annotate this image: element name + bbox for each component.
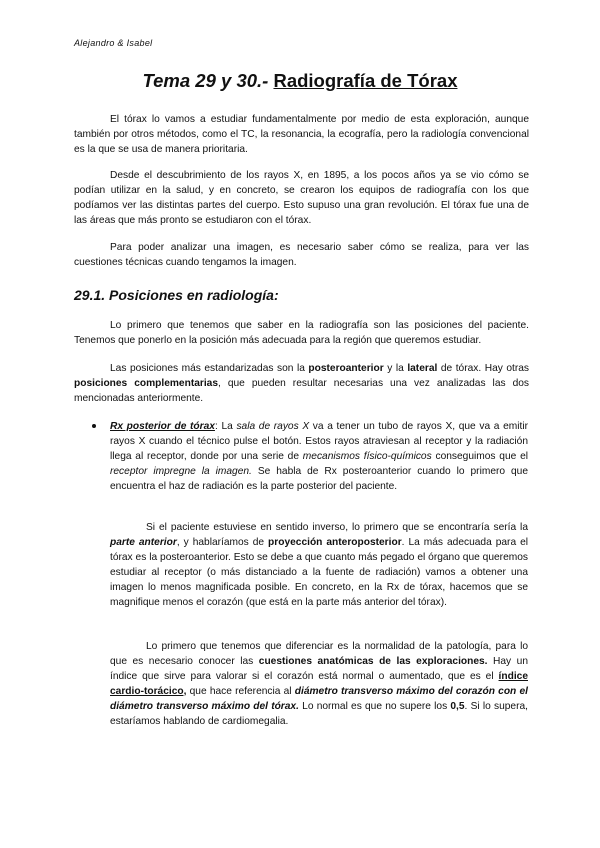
- term-lateral: lateral: [407, 363, 438, 374]
- text-run: conseguimos que el: [431, 451, 528, 462]
- text-run: , y hablaríamos de: [176, 537, 269, 548]
- text-run: de tórax. Hay otras: [437, 363, 529, 374]
- text-run: Hay un índice que sirve para valorar si el corazón está normal o aumentado, que es el: [110, 656, 528, 682]
- bullet-rx-posterior: [110, 419, 528, 494]
- text-run: Se habla de Rx posteroanterior cuando lo primero que encuentra el haz de radiación es la parte posterior del paciente.: [110, 466, 528, 492]
- text-run: : La: [214, 421, 237, 432]
- text-run: . Si lo supera, estaríamos hablando de cardiomegalia.: [110, 701, 528, 727]
- text-run: . La más adecuada para el tórax es la posteroanterior. Esto se debe a que cuanto más pegado el órgano que queremos estudiar al receptor (o más distanciado a la fuente de radiación) vamos a obtener una imagen lo menos magnificada posible. En concreto, en la Rx de tórax, hacemos que se magnifique menos el corazón (que está en la parte más anterior del tórax).: [110, 537, 529, 608]
- bullet-icon: [92, 424, 96, 428]
- text-run: Las posiciones más estandarizadas son la: [110, 363, 309, 374]
- term-complementary-positions: posiciones complementarias: [74, 378, 219, 389]
- text-run: va a tener un tubo de rayos X, que va a emitir rayos X cuando el técnico pulse el botón. Estos rayos atraviesan al receptor y la radiación llega al receptor, donde por una serie de: [110, 421, 529, 462]
- text-run: Si el paciente estuviese en sentido inverso, lo primero que se encontraría sería la: [146, 522, 528, 533]
- term-indice-cardiotoracico: índice cardio-torácico,: [110, 671, 528, 697]
- page-header: Alejandro & Isabel: [74, 38, 153, 48]
- text-run: Lo normal es que no supere los: [298, 701, 451, 712]
- term-sala-rayos: sala de rayos X: [236, 421, 310, 432]
- page-title: [0, 70, 600, 92]
- term-cuestiones-anatomicas: cuestiones anatómicas de las exploraciones.: [258, 656, 488, 667]
- section-heading: 29.1. Posiciones en radiología:: [74, 287, 279, 303]
- term-parte-anterior: parte anterior: [110, 537, 177, 548]
- title-prefix: Tema 29 y 30.-: [142, 70, 269, 91]
- value-ratio: 0,5: [450, 701, 465, 712]
- term-diametro-transverso: diámetro transverso máximo del corazón con el diámetro transverso máximo del tórax.: [110, 686, 528, 712]
- paragraph-intro: El tórax lo vamos a estudiar fundamentalmente por medio de esta exploración, aunque también por otros métodos, como el TC, la resonancia, la ecografía, pero la radiología convencional es la que se usa de manera prioritaria.: [74, 114, 529, 155]
- term-rx-posterior: Rx posterior de tórax: [110, 421, 215, 432]
- paragraph-standard-positions: [74, 361, 529, 406]
- term-mecanismos: mecanismos físico-químicos: [302, 451, 432, 462]
- title-main: Radiografía de Tórax: [273, 70, 458, 91]
- term-receptor: receptor impregne la imagen.: [110, 466, 252, 477]
- paragraph-anteroposterior: [110, 520, 528, 610]
- text-run: , que pueden resultar necesarias una vez analizadas las dos mencionadas anteriormente.: [74, 378, 529, 404]
- paragraph-cardiothoracic-index: [110, 639, 528, 729]
- text-run: que hace referencia al: [186, 686, 295, 697]
- term-posteroanterior: posteroanterior: [308, 363, 384, 374]
- text-run: y la: [383, 363, 408, 374]
- text-run: Lo primero que tenemos que diferenciar es la normalidad de la patología, para lo que es necesario conocer las: [110, 641, 528, 667]
- paragraph-history: Desde el descubrimiento de los rayos X, en 1895, a los pocos años ya se vio cómo se podían utilizar en la salud, y en concreto, se crearon los equipos de radiografía con los que podíamos ver las distintas partes del cuerpo. Esto supuso una gran revolución. El tórax fue una de las áreas que más pronto se estudiaron con el tórax.: [74, 170, 529, 226]
- term-proyeccion-ap: proyección anteroposterior: [268, 537, 402, 548]
- paragraph-analysis: Para poder analizar una imagen, es necesario saber cómo se realiza, para ver las cuestiones técnicas cuando tengamos la imagen.: [74, 242, 529, 268]
- paragraph-positions: Lo primero que tenemos que saber en la radiografía son las posiciones del paciente. Tenemos que ponerlo en la posición más adecuada para la región que queremos estudiar.: [74, 320, 529, 346]
